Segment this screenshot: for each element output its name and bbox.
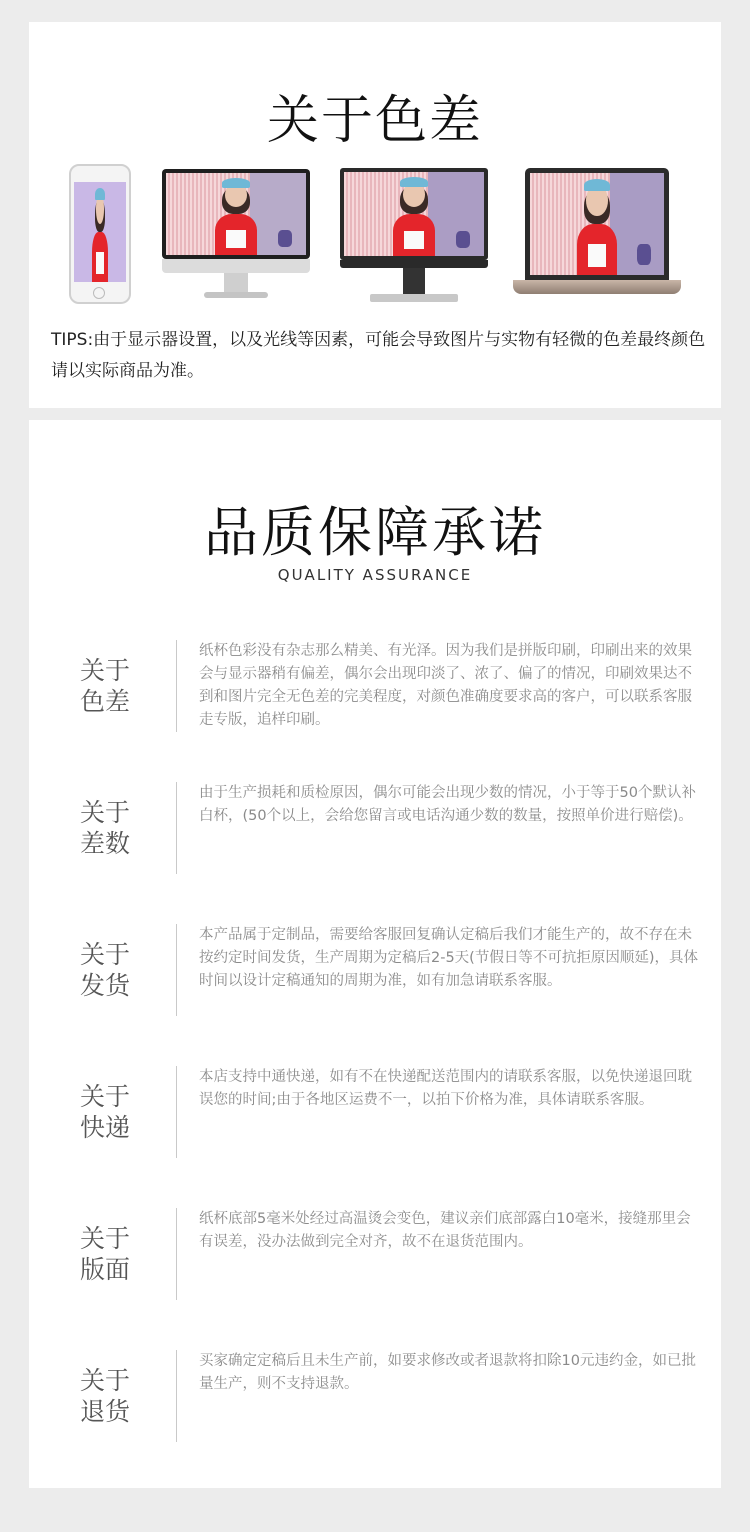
item-divider <box>176 1208 177 1300</box>
item-heading-line1: 关于 <box>79 940 130 969</box>
item-heading-line1: 关于 <box>79 656 130 685</box>
item-heading <box>77 797 133 859</box>
item-divider <box>176 1350 177 1442</box>
quality-title: 品质保障承诺 <box>204 501 546 564</box>
item-heading <box>77 655 133 717</box>
monitor-device-image <box>340 168 488 306</box>
item-heading-line2: 差数 <box>79 829 130 858</box>
item-divider <box>176 782 177 874</box>
quality-subtitle: QUALITY ASSURANCE <box>277 566 473 584</box>
tips-text: TIPS:由于显示器设置，以及光线等因素，可能会导致图片与实物有轻微的色差最终颜色请以实际商品为准。 <box>51 330 706 381</box>
item-text: 由于生产损耗和质检原因，偶尔可能会出现少数的情况，小于等于50个默认补白杯，(50个以上，会给您留言或电话沟通少数的数量，按照单价进行赔偿)。 <box>199 785 696 824</box>
item-divider <box>176 1066 177 1158</box>
phone-device-image <box>69 164 131 304</box>
item-heading-line2: 色差 <box>79 687 130 716</box>
item-text: 本店支持中通快递，如有不在快递配送范围内的请联系客服，以免快递退回耽误您的时间;由于各地区运费不一，以拍下价格为准，具体请联系客服。 <box>199 1069 692 1108</box>
item-heading-line1: 关于 <box>79 1224 130 1253</box>
monitor-device-image <box>162 169 310 305</box>
item-text: 本产品属于定制品，需要给客服回复确认定稿后我们才能生产的，故不存在未按约定时间发货，生产周期为定稿后2-5天(节假日等不可抗拒原因顺延)，具体时间以设计定稿通知的周期为准，如有加急请联系客服。 <box>199 927 698 989</box>
item-heading <box>77 939 133 1001</box>
item-heading-line2: 版面 <box>79 1255 130 1284</box>
item-heading-line2: 退货 <box>79 1397 130 1426</box>
item-heading <box>77 1081 133 1143</box>
color-difference-title: 关于色差 <box>266 91 483 151</box>
item-heading-line2: 快递 <box>79 1113 130 1142</box>
item-text: 纸杯色彩没有杂志那么精美、有光泽。因为我们是拼版印刷，印刷出来的效果会与显示器稍有偏差，偶尔会出现印淡了、浓了、偏了的情况，印刷效果达不到和图片完全无色差的完美程度，对颜色准确度要求高的客户，可以联系客服走专版，追样印刷。 <box>199 643 692 728</box>
item-heading-line1: 关于 <box>79 1082 130 1111</box>
item-text: 买家确定定稿后且未生产前，如要求修改或者退款将扣除10元违约金，如已批量生产，则不支持退款。 <box>199 1353 696 1392</box>
item-heading-line1: 关于 <box>79 1366 130 1395</box>
item-text: 纸杯底部5毫米处经过高温烫会变色，建议亲们底部露白10毫米，接缝那里会有误差，没办法做到完全对齐，故不在退货范围内。 <box>199 1211 691 1250</box>
item-heading <box>77 1223 133 1285</box>
quality-assurance-card <box>29 420 721 1488</box>
laptop-device-image <box>513 168 681 306</box>
item-heading-line1: 关于 <box>79 798 130 827</box>
item-divider <box>176 924 177 1016</box>
item-divider <box>176 640 177 732</box>
color-difference-card <box>29 22 721 408</box>
item-heading-line2: 发货 <box>79 971 130 1000</box>
item-heading <box>77 1365 133 1427</box>
